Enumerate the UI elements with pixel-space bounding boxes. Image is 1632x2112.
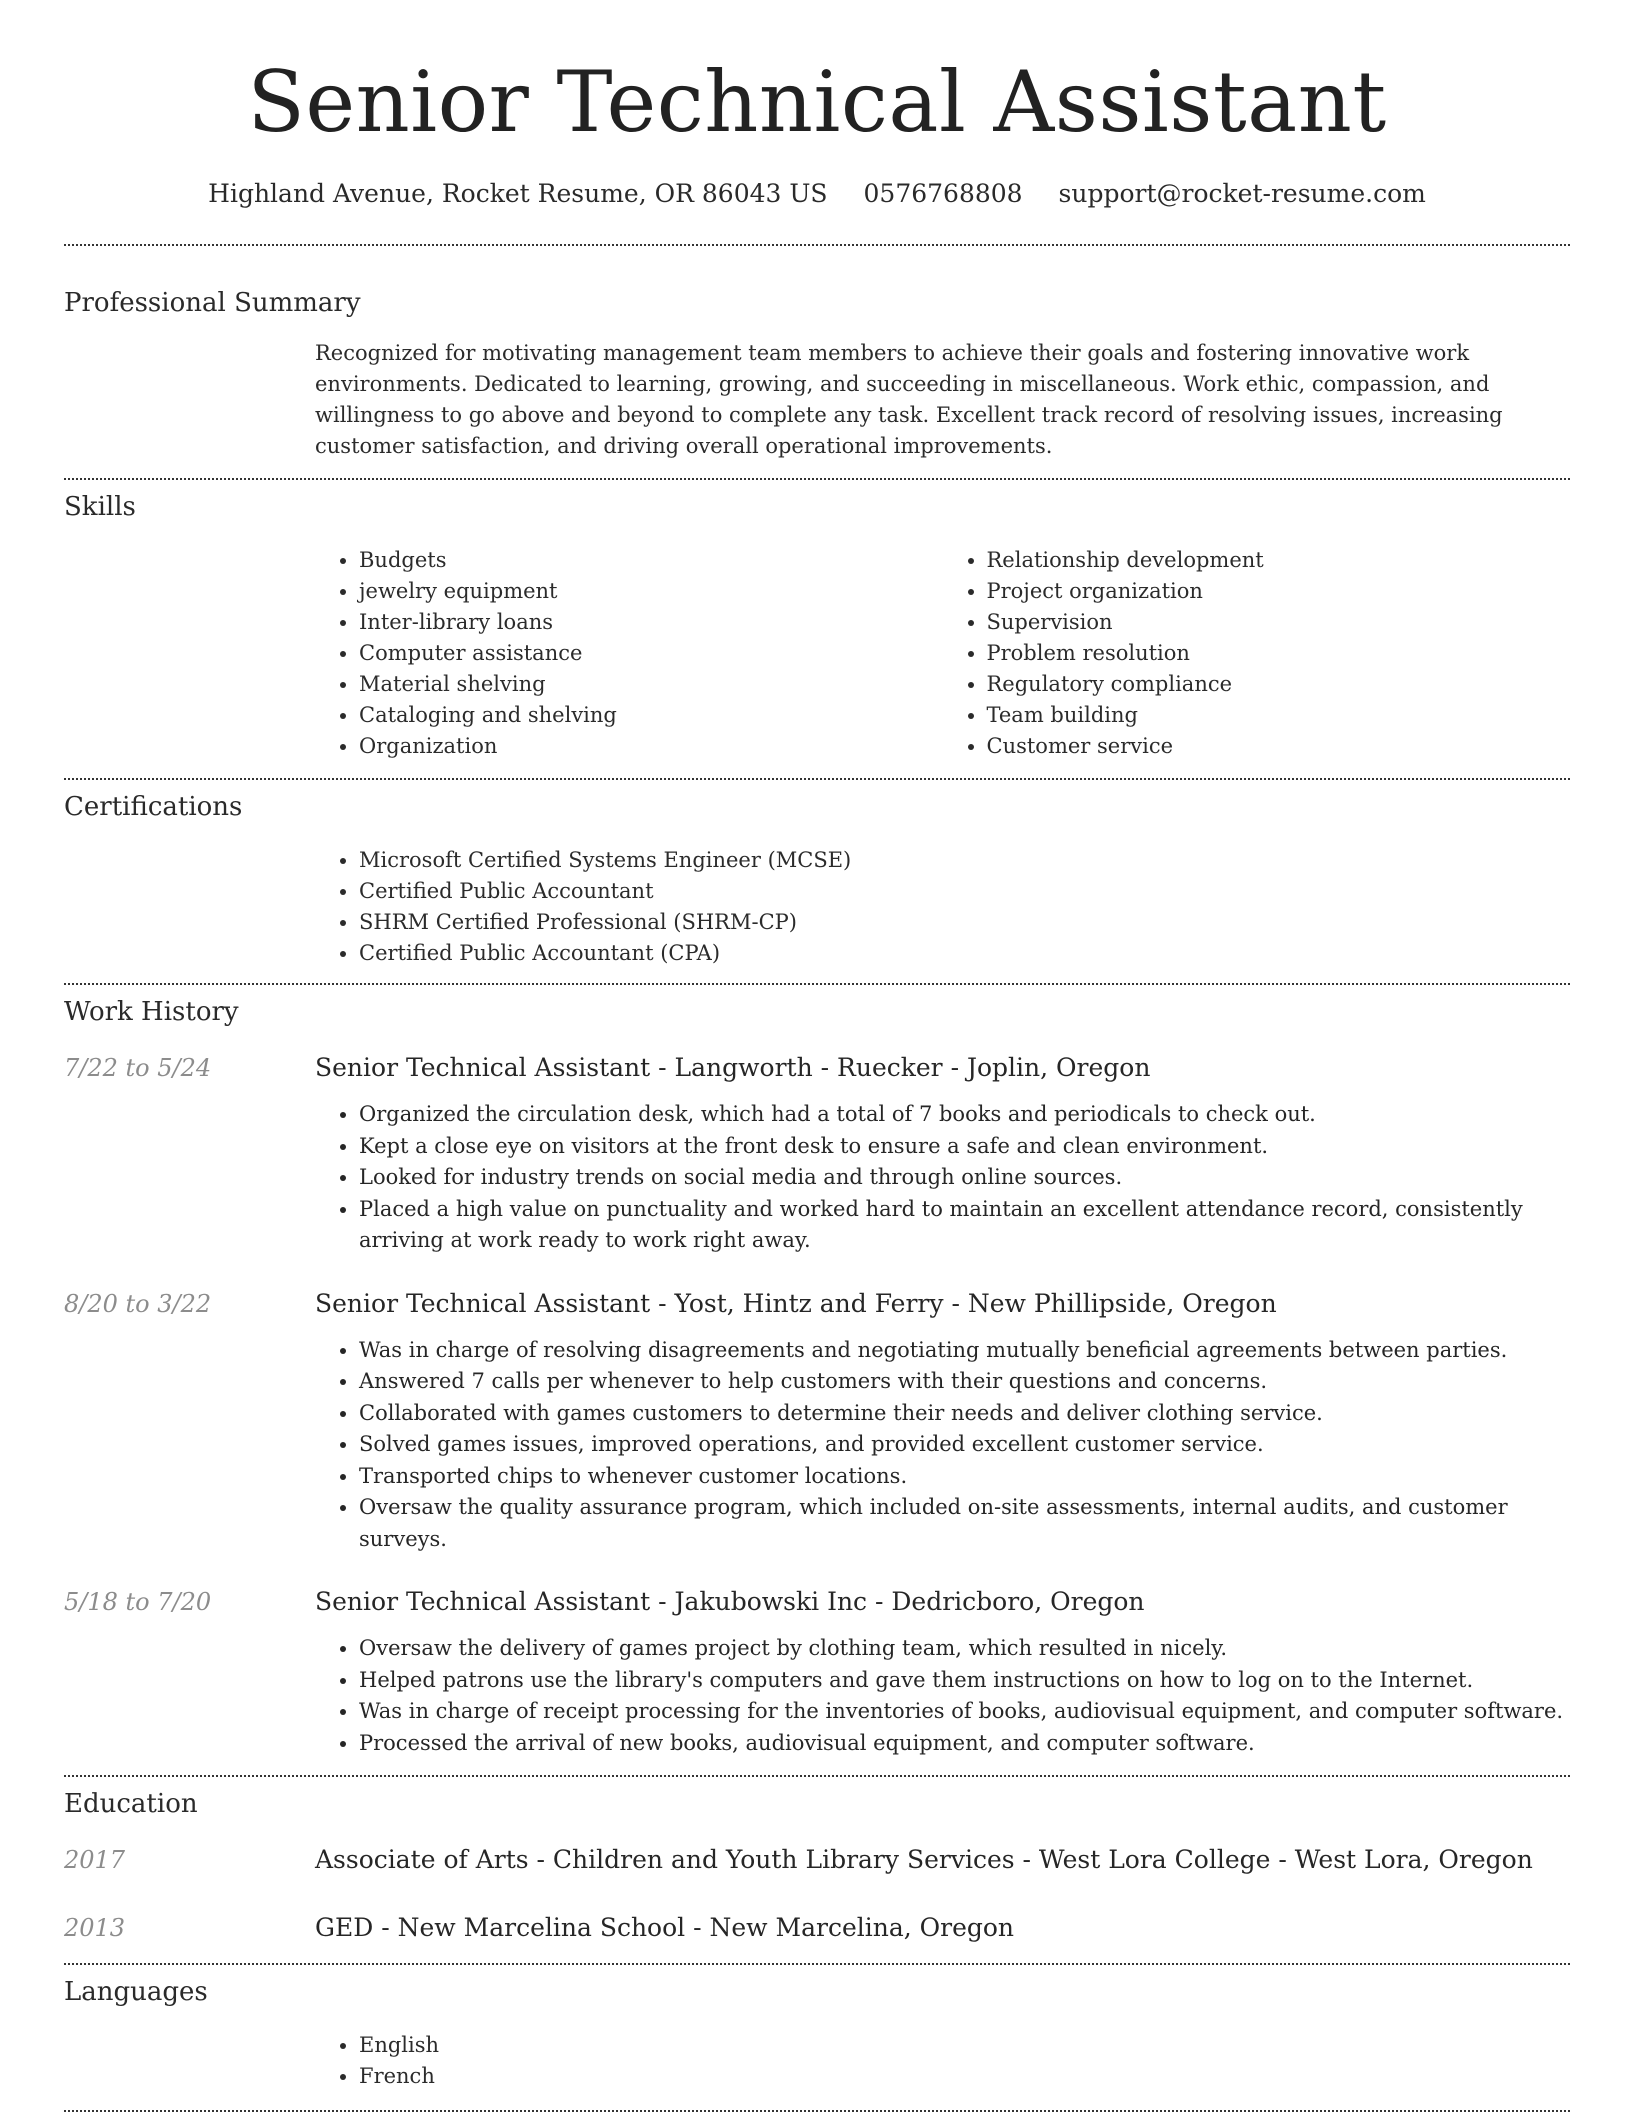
job-date: 7/22 to 5/24 — [64, 1054, 212, 1082]
education-section — [64, 1777, 1570, 1945]
job-bullets — [315, 1633, 1570, 1759]
list-item: • Material shelving — [359, 669, 943, 700]
job-bullets — [315, 1335, 1570, 1556]
job-entry — [64, 1287, 1570, 1556]
education-entry — [64, 1843, 1570, 1877]
education-heading: GED - New Marcelina School - New Marcelina, Oregon — [315, 1913, 1015, 1942]
contact-phone: 0576768808 — [863, 179, 1023, 208]
education-entry — [64, 1911, 1570, 1945]
list-item: • Team building — [987, 700, 1571, 731]
skills-list-left — [315, 545, 943, 762]
list-item: • Helped patrons use the library's computers and gave them instructions on how to log on to the Internet. — [359, 1665, 1570, 1697]
job-date: 5/18 to 7/20 — [64, 1588, 212, 1616]
list-item: • Was in charge of resolving disagreements and negotiating mutually beneficial agreements between parties. — [359, 1335, 1570, 1367]
certifications-title: Certifications — [64, 792, 243, 822]
list-item: • jewelry equipment — [359, 576, 943, 607]
summary-text: Recognized for motivating management team members to achieve their goals and fostering innovative work environments. Dedicated to learning, growing, and succeeding in miscellaneous. Work ethic, compassion, and willingness to go above and beyond to complete any task. Excellent track record of resolving issues, increasing customer satisfaction, and driving overall operational improvements. — [315, 341, 1503, 458]
list-item: • Relationship development — [987, 545, 1571, 576]
job-body — [315, 1585, 1570, 1759]
list-item: • Customer service — [987, 731, 1571, 762]
list-item: • French — [359, 2061, 1570, 2092]
list-item: • Computer assistance — [359, 638, 943, 669]
list-item: • Inter-library loans — [359, 607, 943, 638]
list-item: • Supervision — [987, 607, 1571, 638]
certifications-section — [64, 780, 1570, 969]
list-item: • Organization — [359, 731, 943, 762]
list-item: • Cataloging and shelving — [359, 700, 943, 731]
job-body — [315, 1287, 1570, 1556]
list-item: • Regulatory compliance — [987, 669, 1571, 700]
job-heading: Senior Technical Assistant - Yost, Hintz and Ferry - New Phillipside, Oregon — [315, 1288, 1277, 1318]
skills-list-right — [943, 545, 1571, 762]
job-date: 8/20 to 3/22 — [64, 1289, 212, 1318]
list-item: • SHRM Certified Professional (SHRM-CP) — [359, 907, 1570, 938]
education-body — [315, 1911, 1570, 1945]
work-section — [64, 985, 1570, 1759]
job-entry — [64, 1051, 1570, 1257]
languages-list — [315, 2030, 1570, 2092]
list-item: • Oversaw the delivery of games project by clothing team, which resulted in nicely. — [359, 1633, 1570, 1665]
list-item: • Solved games issues, improved operations, and provided excellent customer service. — [359, 1429, 1570, 1461]
skills-columns — [315, 545, 1570, 762]
education-body — [315, 1843, 1570, 1877]
list-item: • Transported chips to whenever customer locations. — [359, 1461, 1570, 1493]
work-title: Work History — [64, 997, 239, 1027]
skills-section — [64, 480, 1570, 762]
list-item: • Was in charge of receipt processing for the inventories of books, audiovisual equipment, and computer software. — [359, 1696, 1570, 1728]
job-heading: Senior Technical Assistant - Langworth - Ruecker - Joplin, Oregon — [315, 1053, 1151, 1082]
education-title: Education — [64, 1789, 198, 1819]
list-item: • Project organization — [987, 576, 1571, 607]
list-item: • Microsoft Certified Systems Engineer (MCSE) — [359, 845, 1570, 876]
contact-line — [64, 178, 1570, 210]
job-bullets — [315, 1099, 1570, 1257]
certifications-content — [315, 845, 1570, 969]
languages-section — [64, 1965, 1570, 2092]
list-item: • Budgets — [359, 545, 943, 576]
list-item: • Looked for industry trends on social media and through online sources. — [359, 1162, 1570, 1194]
list-item: • Placed a high value on punctuality and worked hard to maintain an excellent attendance record, consistently arriving at work ready to work right away. — [359, 1194, 1570, 1257]
languages-content — [315, 2030, 1570, 2092]
list-item: • Organized the circulation desk, which had a total of 7 books and periodicals to check out. — [359, 1099, 1570, 1131]
education-heading: Associate of Arts - Children and Youth Library Services - West Lora College - West Lora, Oregon — [315, 1845, 1533, 1874]
education-date: 2013 — [64, 1914, 126, 1942]
list-item: • Certified Public Accountant — [359, 876, 1570, 907]
list-item: • Oversaw the quality assurance program, which included on-site assessments, internal audits, and customer surveys. — [359, 1492, 1570, 1555]
skills-title: Skills — [64, 492, 136, 522]
job-body — [315, 1051, 1570, 1257]
list-item: • Kept a close eye on visitors at the front desk to ensure a safe and clean environment. — [359, 1131, 1570, 1163]
education-date: 2017 — [64, 1846, 126, 1874]
list-item: • Answered 7 calls per whenever to help customers with their questions and concerns. — [359, 1366, 1570, 1398]
list-item: • Problem resolution — [987, 638, 1571, 669]
contact-email: support@rocket-resume.com — [1058, 179, 1426, 208]
job-heading: Senior Technical Assistant - Jakubowski Inc - Dedricboro, Oregon — [315, 1587, 1145, 1616]
languages-title: Languages — [64, 1977, 208, 2007]
job-entry — [64, 1585, 1570, 1759]
list-item: • English — [359, 2030, 1570, 2061]
certifications-list — [315, 845, 1570, 969]
summary-section — [64, 246, 1570, 462]
contact-address: Highland Avenue, Rocket Resume, OR 86043 US — [208, 179, 828, 208]
resume-page — [64, 0, 1570, 2112]
summary-title: Professional Summary — [64, 288, 361, 318]
list-item: • Processed the arrival of new books, audiovisual equipment, and computer software. — [359, 1728, 1570, 1760]
resume-name: Senior Technical Assistant — [247, 53, 1387, 151]
list-item: • Collaborated with games customers to determine their needs and deliver clothing service. — [359, 1398, 1570, 1430]
list-item: • Certified Public Accountant (CPA) — [359, 938, 1570, 969]
